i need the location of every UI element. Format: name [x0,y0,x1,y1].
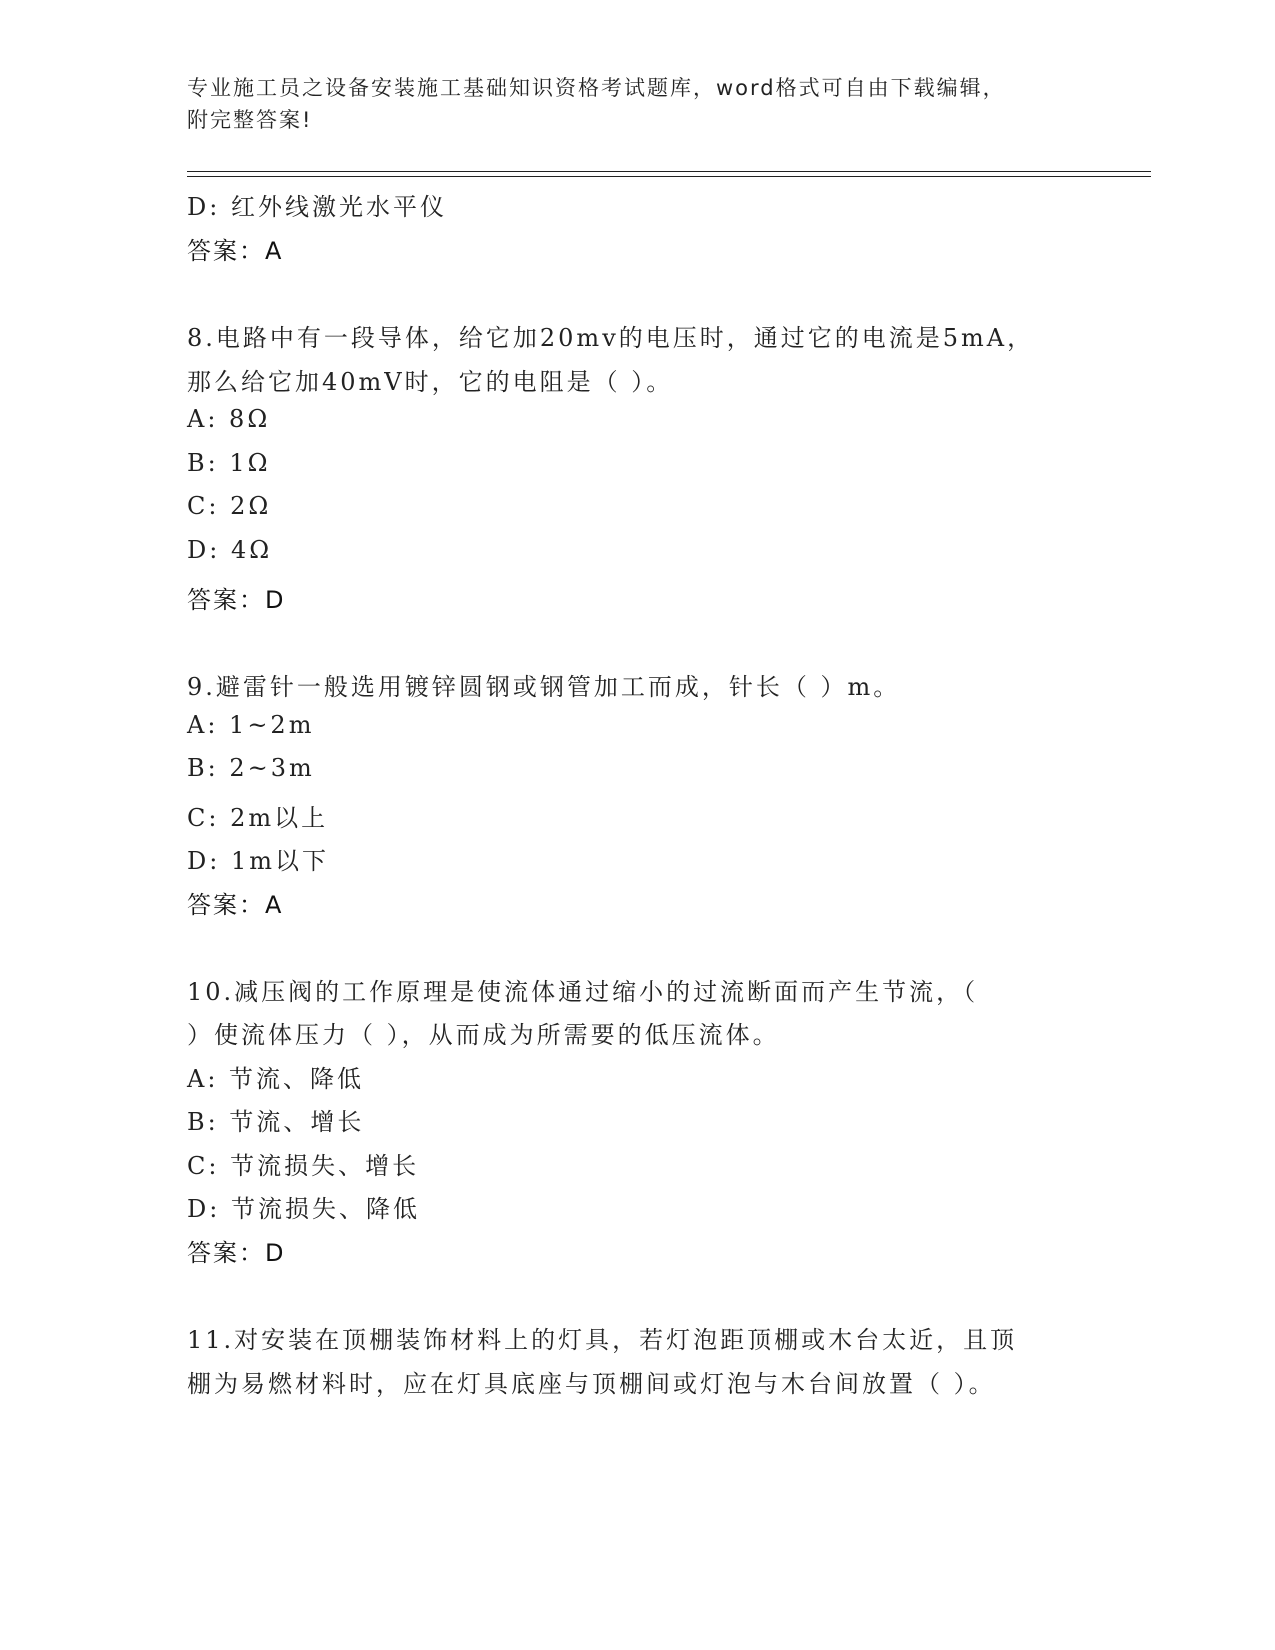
question-stem-line: 8.电路中有一段导体，给它加20mv的电压时，通过它的电流是5mA， [187,324,1035,352]
answer: 答案：D [187,1239,286,1267]
option-a: A: 节流、降低 [187,1065,365,1093]
carryover-option-d: D: 红外线激光水平仪 [187,193,447,221]
question-stem-line: 9.避雷针一般选用镀锌圆钢或钢管加工而成，针长（ ）m。 [187,673,901,701]
question-stem-line: 10.减压阀的工作原理是使流体通过缩小的过流断面而产生节流，（ [187,978,979,1006]
question-stem-line: 11.对安装在顶棚装饰材料上的灯具，若灯泡距顶棚或木台太近，且顶 [187,1326,1018,1354]
option-d: D: 节流损失、降低 [187,1195,420,1223]
question-stem-line: ）使流体压力（ ），从而成为所需要的低压流体。 [187,1021,780,1049]
option-c: C: 2m以上 [187,804,329,832]
option-c: C: 2Ω [187,492,272,520]
answer: 答案：D [187,586,286,614]
option-b: B: 2~3m [187,754,315,782]
option-d: D: 4Ω [187,536,273,564]
answer: 答案：A [187,891,284,919]
option-c: C: 节流损失、增长 [187,1152,420,1180]
option-b: B: 1Ω [187,449,271,477]
header-rule-bottom [187,176,1151,177]
option-b: B: 节流、增长 [187,1108,365,1136]
header-rule-top [187,171,1151,172]
option-d: D: 1m以下 [187,847,329,875]
question-stem-line: 棚为易燃材料时，应在灯具底座与顶棚间或灯泡与木台间放置（ ）。 [187,1370,996,1398]
header-line-2: 附完整答案! [187,108,313,132]
header-line-1: 专业施工员之设备安装施工基础知识资格考试题库，word格式可自由下载编辑， [187,76,1006,100]
option-a: A: 1~2m [187,711,315,739]
question-stem-line: 那么给它加40mV时，它的电阻是（ ）。 [187,368,674,396]
option-a: A: 8Ω [187,405,271,433]
carryover-answer: 答案：A [187,237,284,265]
